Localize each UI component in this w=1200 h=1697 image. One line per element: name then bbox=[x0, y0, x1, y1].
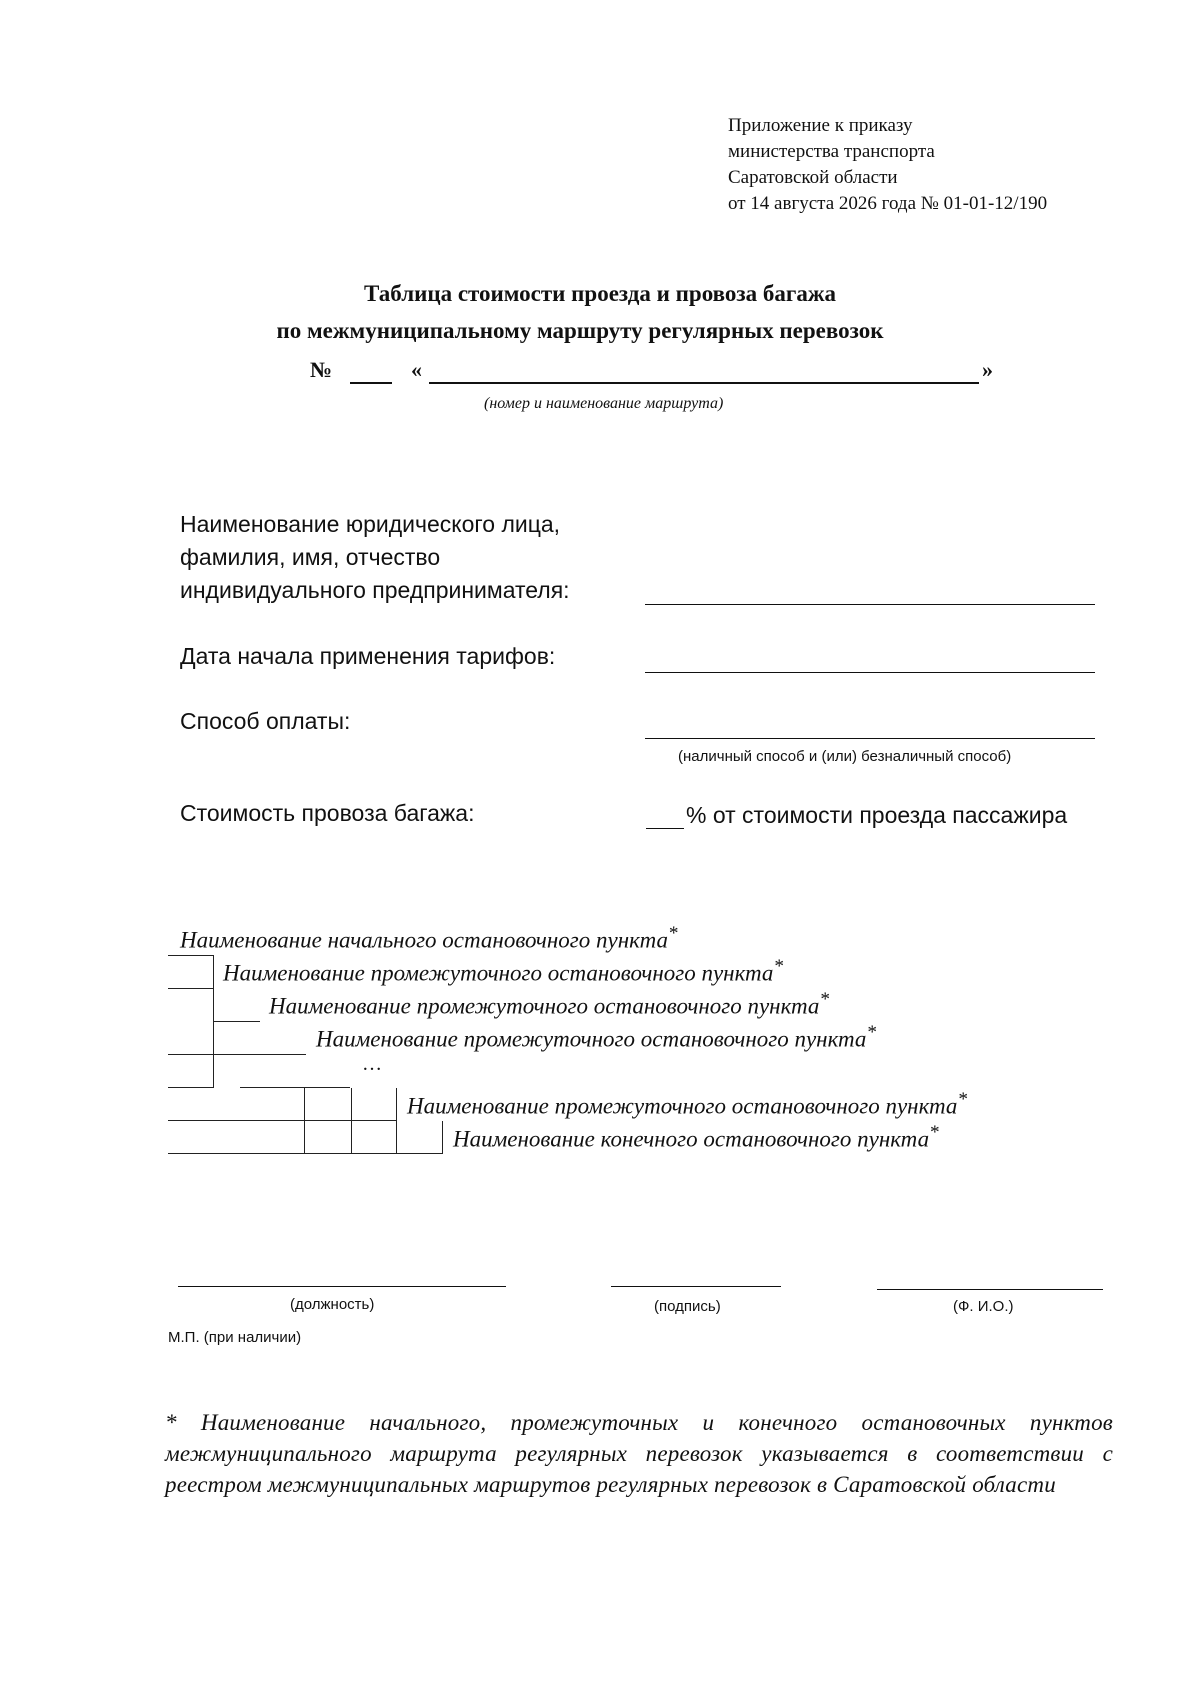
diagram-line bbox=[168, 1153, 442, 1154]
signature-blank[interactable] bbox=[611, 1286, 781, 1287]
order-reference-line: от 14 августа 2026 года № 01-01-12/190 bbox=[728, 193, 1048, 214]
operator-label-line: фамилия, имя, отчество bbox=[180, 544, 441, 570]
asterisk: * bbox=[929, 1122, 939, 1143]
route-name-blank[interactable] bbox=[429, 382, 979, 384]
payment-blank[interactable] bbox=[645, 738, 1095, 739]
route-number-blank[interactable] bbox=[350, 382, 392, 384]
operator-label-line: индивидуального предпринимателя: bbox=[180, 577, 570, 603]
route-hint: (номер и наименование маршрута) bbox=[484, 395, 724, 412]
diagram-line bbox=[304, 1088, 305, 1154]
baggage-label: Стоимость провоза багажа: bbox=[180, 800, 475, 826]
order-reference-line: Приложение к приказу bbox=[728, 115, 913, 136]
baggage-percent-blank[interactable] bbox=[646, 828, 684, 829]
close-quote: » bbox=[982, 357, 993, 382]
diagram-line bbox=[396, 1088, 397, 1154]
number-sign: № bbox=[310, 357, 333, 382]
baggage-value: % от стоимости проезда пассажира bbox=[686, 802, 1068, 828]
position-caption: (должность) bbox=[290, 1296, 375, 1313]
payment-hint: (наличный способ и (или) безналичный способ) bbox=[678, 748, 1012, 765]
asterisk: * bbox=[819, 989, 830, 1010]
diagram-line bbox=[214, 1021, 260, 1022]
tariff-date-label: Дата начала применения тарифов: bbox=[180, 643, 556, 669]
payment-label: Способ оплаты: bbox=[180, 708, 351, 734]
stop-intermediate: Наименование промежуточного остановочного пункта* bbox=[223, 956, 784, 986]
tariff-date-blank[interactable] bbox=[645, 672, 1095, 673]
order-reference-line: Саратовской области bbox=[728, 167, 898, 188]
full-name-caption: (Ф. И.О.) bbox=[953, 1298, 1014, 1315]
diagram-line bbox=[168, 1054, 306, 1055]
order-reference bbox=[728, 113, 1047, 217]
stop-intermediate: Наименование промежуточного остановочного пункта* bbox=[407, 1089, 968, 1119]
diagram-line bbox=[442, 1121, 443, 1154]
operator-label bbox=[180, 508, 570, 607]
order-reference-line: министерства транспорта bbox=[728, 141, 935, 162]
stop-intermediate: Наименование промежуточного остановочного пункта* bbox=[316, 1022, 877, 1052]
diagram-line bbox=[168, 988, 213, 989]
open-quote: « bbox=[411, 357, 422, 382]
asterisk: * bbox=[667, 923, 678, 944]
stop-intermediate: Наименование промежуточного остановочного пункта* bbox=[269, 989, 830, 1019]
stop-ellipsis: … bbox=[362, 1053, 382, 1075]
signature-caption: (подпись) bbox=[654, 1298, 721, 1315]
position-blank[interactable] bbox=[178, 1286, 506, 1287]
operator-blank[interactable] bbox=[645, 604, 1095, 605]
asterisk: * bbox=[773, 956, 784, 977]
asterisk: * bbox=[957, 1089, 968, 1110]
full-name-blank[interactable] bbox=[877, 1289, 1103, 1290]
diagram-line bbox=[240, 1087, 350, 1088]
document-title-line-2: по межмуниципальному маршруту регулярных перевозок bbox=[276, 318, 884, 343]
operator-label-line: Наименование юридического лица, bbox=[180, 511, 561, 537]
diagram-line bbox=[168, 955, 214, 956]
asterisk: * bbox=[866, 1022, 877, 1043]
footnote: * Наименование начального, промежуточных и конечного остановочных пунктов межмуниципального маршрута регулярных перевозок указывается в соответствии с реестром межмуниципальных маршрутов регулярных перевозок в Саратовской области bbox=[165, 1410, 1113, 1497]
document-title-line-1: Таблица стоимости проезда и провоза багажа bbox=[364, 281, 836, 306]
diagram-line bbox=[351, 1088, 352, 1154]
stamp-place: М.П. (при наличии) bbox=[168, 1329, 302, 1346]
stop-end: Наименование конечного остановочного пункта* bbox=[453, 1122, 939, 1152]
stop-start: Наименование начального остановочного пункта* bbox=[180, 923, 678, 953]
diagram-line bbox=[168, 1120, 396, 1121]
diagram-line bbox=[168, 1087, 214, 1088]
diagram-line bbox=[213, 955, 214, 1088]
